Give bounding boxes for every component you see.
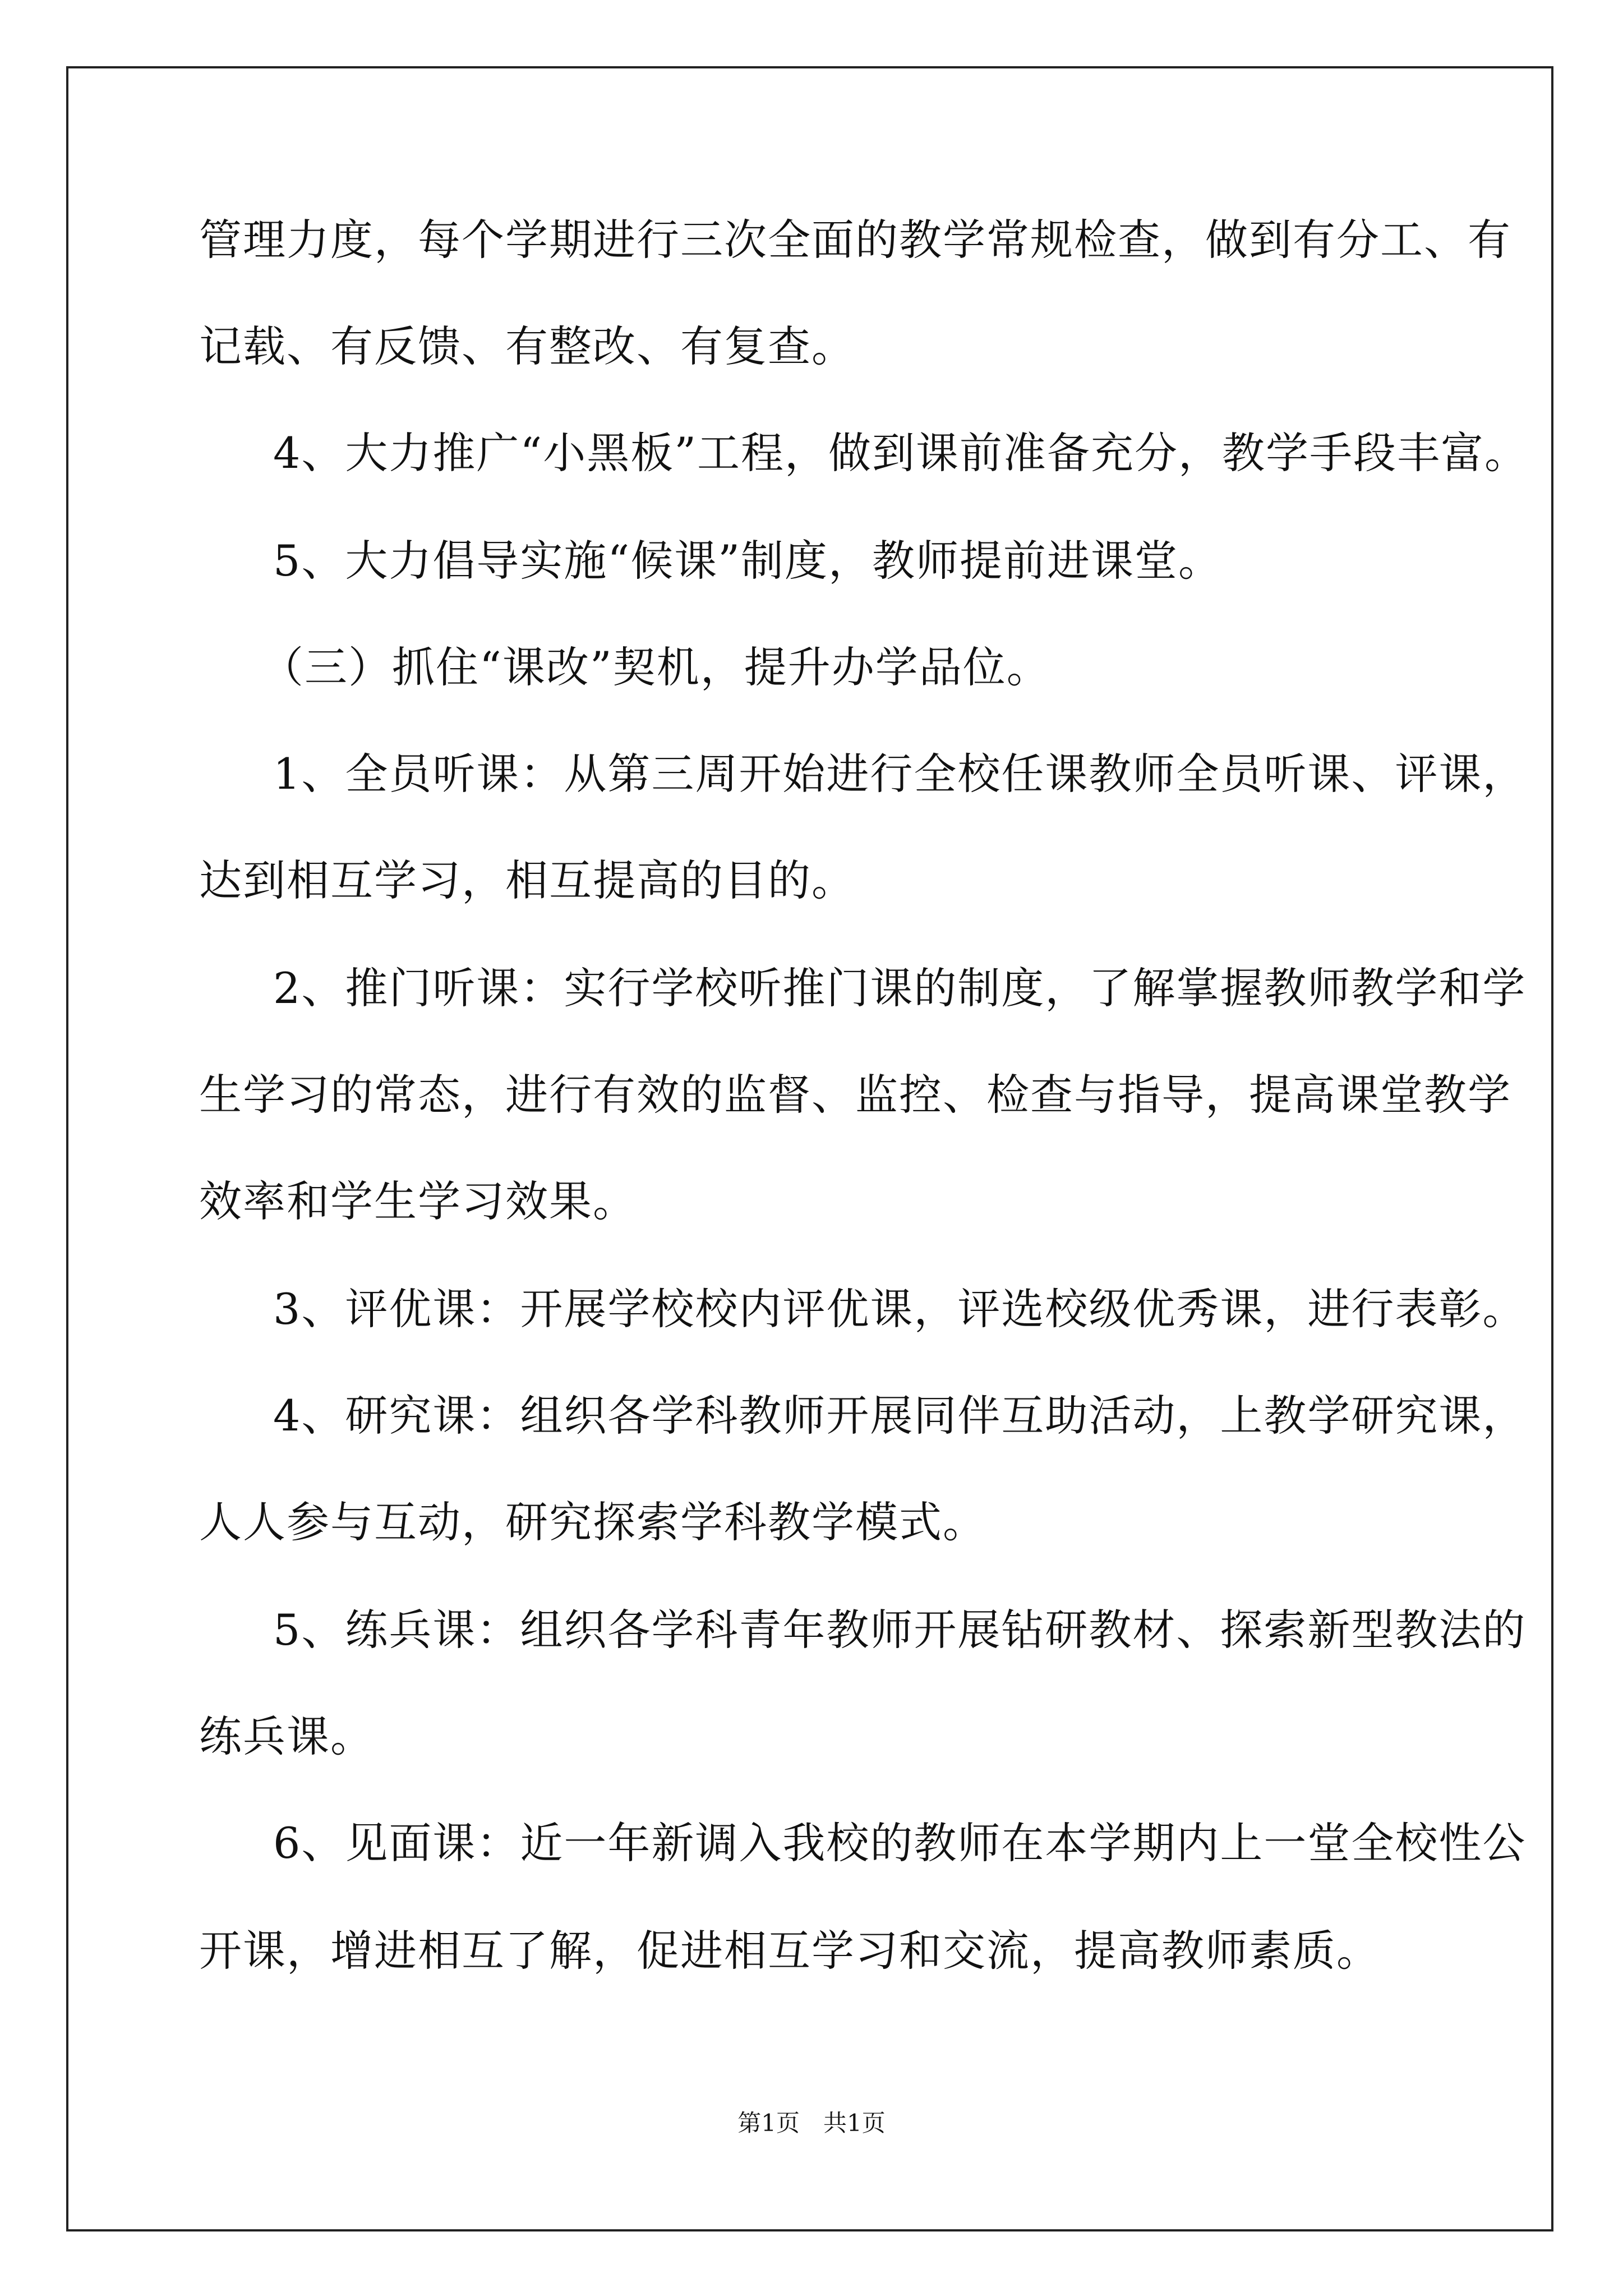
text-line: 5、练兵课：组织各学科青年教师开展钻研教材、探索新型教法的 (273, 1605, 1527, 1655)
page-number-footer: 第1页 共1页 (737, 2109, 886, 2137)
text-line: 达到相互学习，相互提高的目的。 (199, 855, 855, 905)
text-line: 管理力度，每个学期进行三次全面的教学常规检查，做到有分工、有 (199, 215, 1511, 265)
text-line: 2、推门听课：实行学校听推门课的制度，了解掌握教师教学和学 (273, 963, 1527, 1013)
text-line: 4、研究课：组织各学科教师开展同伴互助活动，上教学研究课， (273, 1391, 1527, 1441)
text-line: 1、全员听课：从第三周开始进行全校任课教师全员听课、评课， (273, 749, 1527, 799)
text-line: 记载、有反馈、有整改、有复查。 (199, 321, 855, 371)
text-line: 人人参与互动，研究探索学科教学模式。 (199, 1497, 986, 1547)
text-line: 6、见面课：近一年新调入我校的教师在本学期内上一堂全校性公 (273, 1818, 1527, 1868)
text-line: 生学习的常态，进行有效的监督、监控、检查与指导，提高课堂教学 (199, 1070, 1511, 1120)
page-border (66, 66, 1553, 2231)
section-heading: （三）抓住“课改”契机，提升办学品位。 (261, 642, 1050, 692)
text-line: 效率和学生学习效果。 (199, 1176, 637, 1226)
text-line: 开课，增进相互了解，促进相互学习和交流，提高教师素质。 (199, 1926, 1380, 1976)
text-line: 4、大力推广“小黑板”工程，做到课前准备充分，教学手段丰富。 (273, 428, 1529, 478)
text-line: 练兵课。 (199, 1711, 374, 1761)
text-line: 5、大力倡导实施“候课”制度，教师提前进课堂。 (273, 536, 1223, 586)
text-line: 3、评优课：开展学校校内评优课，评选校级优秀课，进行表彰。 (273, 1284, 1527, 1334)
